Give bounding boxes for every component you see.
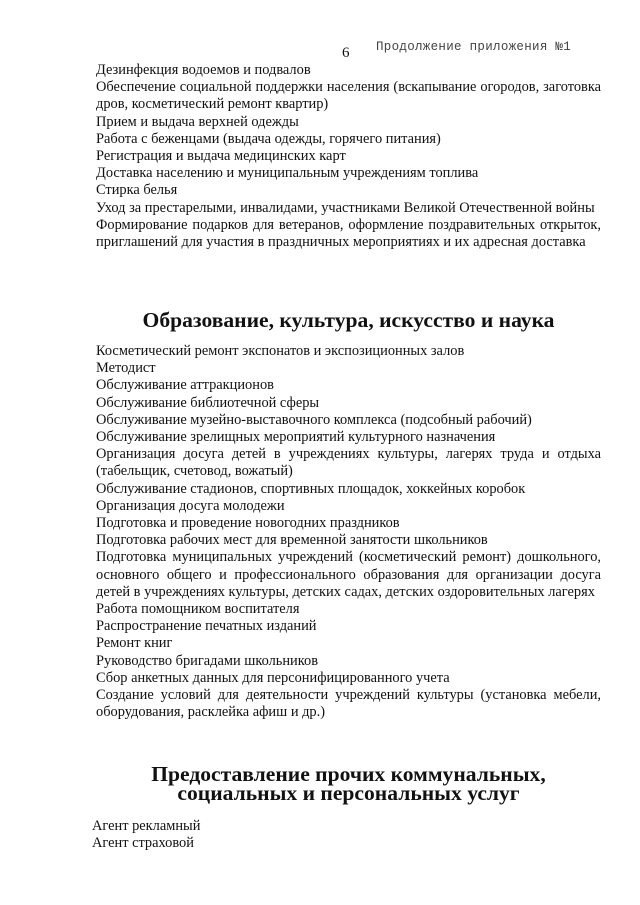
list-item: Распространение печатных изданий — [96, 618, 317, 635]
page-number: 6 — [342, 45, 350, 61]
list-item: Работа помощником воспитателя — [96, 601, 300, 618]
list-item: Доставка населению и муниципальным учреждениям топлива — [96, 165, 479, 182]
list-item: Агент страховой — [92, 835, 194, 852]
list-item: Обслуживание аттракционов — [96, 377, 274, 394]
list-item: Создание условий для деятельности учреждений культуры (установка мебели, оборудования, расклейка афиш и др.) — [96, 687, 601, 721]
section-heading-other-services-line1: Предоставление прочих коммунальных, — [151, 762, 546, 786]
list-item: Стирка белья — [96, 182, 178, 199]
list-item: Обеспечение социальной поддержки населения (вскапывание огородов, заготовка дров, косметический ремонт квартир) — [96, 79, 601, 113]
list-item: Формирование подарков для ветеранов, оформление поздравительных открыток, приглашений для участия в праздничных мероприятиях и их адресная доставка — [96, 216, 601, 251]
list-item: Подготовка и проведение новогодних праздников — [96, 515, 400, 532]
list-item: Обслуживание зрелищных мероприятий культурного назначения — [96, 429, 496, 446]
list-item: Уход за престарелыми, инвалидами, участниками Великой Отечественной войны — [96, 199, 595, 216]
list-item: Руководство бригадами школьников — [96, 652, 318, 669]
list-item: Регистрация и выдача медицинских карт — [96, 148, 346, 165]
list-item: Ремонт книг — [96, 635, 173, 652]
list-item: Сбор анкетных данных для персонифицированного учета — [96, 669, 450, 686]
section-heading-other-services-line2: социальных и персональных услуг — [177, 781, 520, 805]
list-item: Работа с беженцами (выдача одежды, горячего питания) — [96, 130, 441, 147]
list-item: Подготовка рабочих мест для временной занятости школьников — [96, 532, 488, 549]
list-item: Дезинфекция водоемов и подвалов — [96, 62, 311, 78]
list-item: Подготовка муниципальных учреждений (косметический ремонт) дошкольного, основного общего и профессионального образования для организации досуга детей в учреждениях культуры, детских садах, детских оздоровительных лагерях — [96, 549, 601, 600]
services-list-3 — [92, 818, 392, 852]
list-item: Прием и выдача верхней одежды — [96, 113, 299, 130]
list-item: Косметический ремонт экспонатов и экспозиционных залов — [96, 343, 465, 359]
section-heading-education: Образование, культура, искусство и наука — [142, 308, 555, 332]
list-item: Организация досуга молодежи — [96, 497, 285, 514]
services-list-2 — [96, 343, 601, 721]
list-item: Обслуживание стадионов, спортивных площадок, хоккейных коробок — [96, 480, 526, 497]
list-item: Обслуживание музейно-выставочного комплекса (подсобный рабочий) — [96, 411, 532, 428]
continuation-label: Продолжение приложения №1 — [376, 40, 572, 54]
services-list-1 — [96, 62, 601, 251]
list-item: Агент рекламный — [92, 818, 201, 834]
list-item: Методист — [96, 360, 156, 377]
list-item: Организация досуга детей в учреждениях культуры, лагерях труда и отдыха (табельщик, счетовод, вожатый) — [96, 446, 601, 480]
list-item: Обслуживание библиотечной сферы — [96, 394, 320, 411]
